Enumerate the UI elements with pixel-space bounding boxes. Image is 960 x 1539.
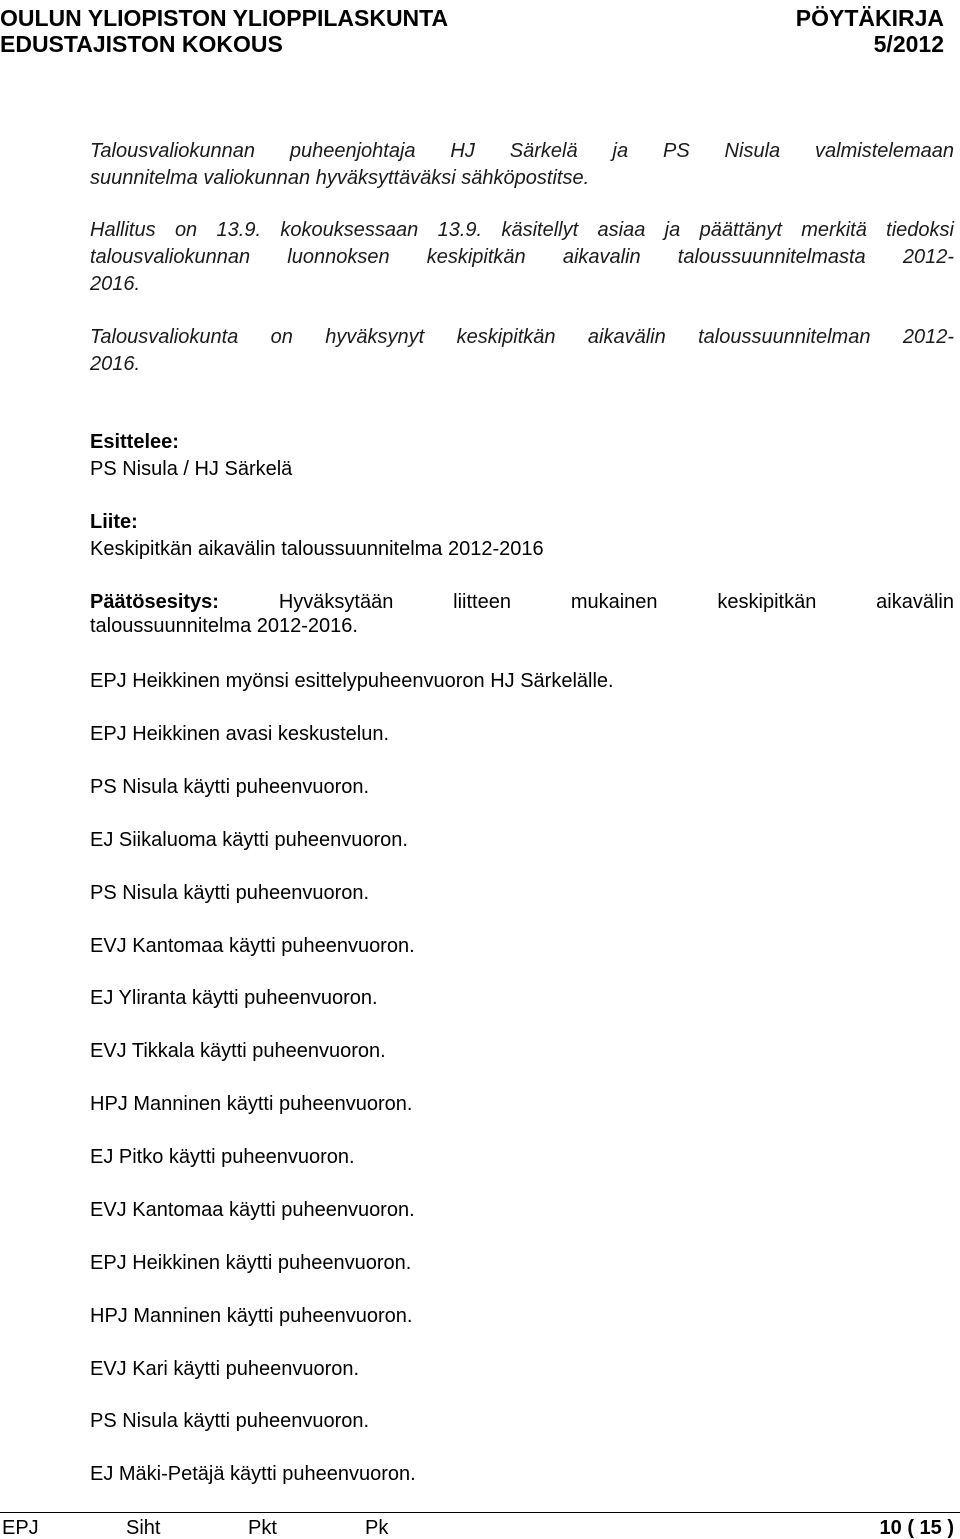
presenter-label: Esittelee: [90, 431, 179, 453]
meeting-number: 5/2012 [873, 31, 944, 57]
text-line: 2016. [90, 273, 141, 295]
intro-paragraph-1 [90, 138, 954, 192]
minutes-entry: EVJ Kari käytti puheenvuoron. [90, 1358, 360, 1380]
minutes-entry: EPJ Heikkinen käytti puheenvuoron. [90, 1252, 412, 1274]
minutes-entry: PS Nisula käytti puheenvuoron. [90, 1410, 370, 1432]
minutes-entry: EVJ Tikkala käytti puheenvuoron. [90, 1040, 386, 1062]
text-line: Talousvaliokunta on hyväksynyt keskipitkän aikavälin taloussuunnitelman 2012- [90, 326, 954, 348]
minutes-entry: EJ Yliranta käytti puheenvuoron. [90, 987, 378, 1009]
footer-siht: Siht [126, 1517, 161, 1539]
text-line: talousvaliokunnan luonnoksen keskipitkän aikavalin taloussuunnitelmasta 2012- [90, 246, 954, 268]
minutes-entry: EVJ Kantomaa käytti puheenvuoron. [90, 935, 415, 957]
footer-pk: Pk [365, 1517, 389, 1539]
presenter-value: PS Nisula / HJ Särkelä [90, 458, 293, 480]
meeting-name: EDUSTAJISTON KOKOUS [0, 31, 283, 57]
decision-proposal-label: Päätösesitys: [90, 591, 219, 613]
text-line: suunnitelma valiokunnan hyväksyttäväksi sähköpostitse. [90, 167, 590, 189]
document-type: PÖYTÄKIRJA [795, 5, 944, 31]
intro-paragraph-2 [90, 217, 954, 298]
minutes-entry: PS Nisula käytti puheenvuoron. [90, 882, 370, 904]
text-line: Talousvaliokunnan puheenjohtaja HJ Särkelä ja PS Nisula valmistelemaan [90, 140, 954, 162]
attachment-value: Keskipitkän aikavälin taloussuunnitelma 2012-2016 [90, 538, 544, 560]
minutes-entry: EJ Siikaluoma käytti puheenvuoron. [90, 829, 408, 851]
decision-proposal [90, 590, 954, 638]
text-line: Hallitus on 13.9. kokouksessaan 13.9. käsitellyt asiaa ja päättänyt merkitä tiedoksi [90, 219, 954, 241]
footer-divider [0, 1512, 960, 1513]
footer-epj: EPJ [2, 1517, 39, 1539]
text-line: 2016. [90, 353, 141, 375]
minutes-entry: EVJ Kantomaa käytti puheenvuoron. [90, 1199, 415, 1221]
minutes-entry: EPJ Heikkinen myönsi esittelypuheenvuoron HJ Särkelälle. [90, 670, 614, 692]
page-number: 10 ( 15 ) [879, 1517, 954, 1539]
footer-pkt: Pkt [248, 1517, 277, 1539]
minutes-entry: PS Nisula käytti puheenvuoron. [90, 776, 370, 798]
minutes-entry: HPJ Manninen käytti puheenvuoron. [90, 1093, 413, 1115]
attachment-label: Liite: [90, 511, 138, 533]
minutes-entry: EPJ Heikkinen avasi keskustelun. [90, 723, 390, 745]
minutes-entry: EJ Pitko käytti puheenvuoron. [90, 1146, 355, 1168]
organization-name: OULUN YLIOPISTON YLIOPPILASKUNTA [0, 5, 449, 31]
minutes-entry: HPJ Manninen käytti puheenvuoron. [90, 1305, 413, 1327]
decision-proposal-line: taloussuunnitelma 2012-2016. [90, 615, 358, 637]
minutes-entry: EJ Mäki-Petäjä käytti puheenvuoron. [90, 1463, 416, 1485]
intro-paragraph-3 [90, 324, 954, 378]
decision-proposal-line: Päätösesitys: Hyväksytään liitteen mukainen keskipitkän aikavälin [90, 591, 954, 613]
